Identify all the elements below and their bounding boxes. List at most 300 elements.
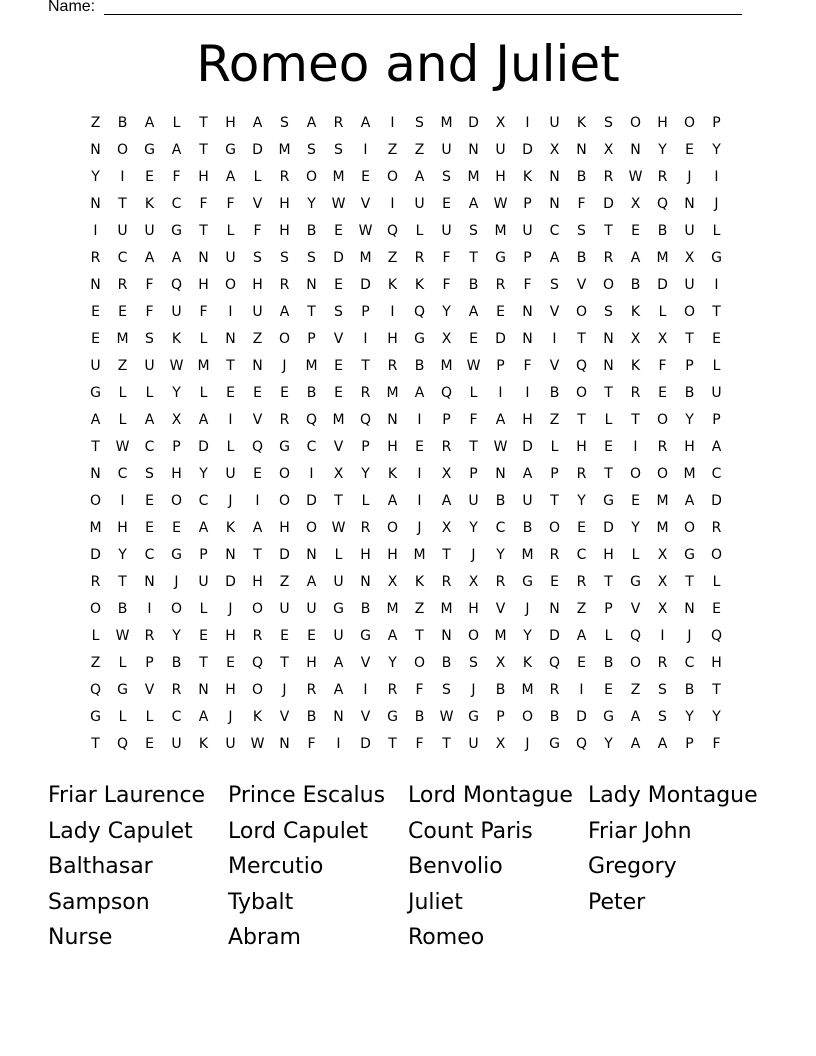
- grid-letter: O: [224, 277, 237, 293]
- grid-letter: Z: [630, 682, 641, 698]
- grid-letter: X: [657, 574, 668, 590]
- grid-letter: S: [658, 682, 667, 698]
- grid-letter: X: [549, 142, 560, 158]
- word-list-item: Juliet: [408, 889, 463, 915]
- grid-letter: Y: [199, 466, 208, 482]
- grid-letter: H: [252, 277, 263, 293]
- grid-letter: K: [522, 655, 533, 671]
- grid-letter: O: [305, 169, 318, 185]
- grid-letter: E: [253, 466, 262, 482]
- word-list-item: Lady Montague: [588, 783, 758, 808]
- grid-letter: U: [144, 223, 155, 239]
- grid-letter: A: [225, 169, 236, 185]
- grid-letter: E: [604, 682, 613, 698]
- word-list-item: Tybalt: [228, 889, 294, 915]
- grid-letter: E: [577, 655, 586, 671]
- grid-letter: U: [468, 736, 479, 752]
- grid-letter: I: [120, 493, 125, 509]
- grid-letter: A: [306, 115, 317, 131]
- grid-letter: H: [576, 439, 587, 455]
- name-write-line[interactable]: [104, 14, 742, 15]
- grid-letter: I: [228, 412, 233, 428]
- grid-letter: P: [685, 736, 694, 752]
- grid-letter: B: [657, 223, 668, 239]
- grid-letter: O: [89, 493, 102, 509]
- grid-letter: Y: [685, 709, 694, 725]
- grid-letter: E: [712, 331, 721, 347]
- grid-letter: T: [442, 736, 451, 752]
- grid-letter: V: [495, 601, 506, 617]
- grid-letter: N: [144, 574, 155, 590]
- grid-letter: I: [363, 682, 368, 698]
- grid-letter: T: [577, 412, 586, 428]
- grid-letter: I: [660, 628, 665, 644]
- grid-letter: U: [468, 493, 479, 509]
- grid-letter: Y: [91, 169, 100, 185]
- grid-letter: I: [714, 277, 719, 293]
- grid-letter: P: [361, 304, 370, 320]
- grid-letter: N: [630, 142, 641, 158]
- grid-letter: J: [525, 736, 530, 752]
- grid-letter: E: [496, 304, 505, 320]
- grid-letter: M: [494, 223, 507, 239]
- grid-letter: A: [549, 250, 560, 266]
- grid-letter: Y: [658, 142, 667, 158]
- grid-letter: S: [145, 466, 154, 482]
- grid-letter: O: [683, 304, 696, 320]
- grid-letter: R: [657, 439, 668, 455]
- grid-letter: O: [575, 385, 588, 401]
- grid-letter: U: [225, 250, 236, 266]
- grid-letter: L: [199, 331, 208, 347]
- grid-letter: Z: [414, 142, 425, 158]
- grid-letter: I: [525, 115, 530, 131]
- grid-letter: F: [658, 358, 667, 374]
- grid-letter: L: [226, 223, 235, 239]
- grid-letter: R: [441, 574, 452, 590]
- grid-letter: R: [549, 682, 560, 698]
- grid-letter: A: [495, 412, 506, 428]
- grid-letter: Y: [496, 547, 505, 563]
- grid-letter: G: [414, 331, 425, 347]
- grid-letter: T: [604, 574, 613, 590]
- grid-letter: Q: [251, 439, 264, 455]
- grid-letter: H: [225, 628, 236, 644]
- grid-letter: V: [333, 439, 344, 455]
- grid-letter: G: [603, 709, 614, 725]
- grid-letter: M: [656, 520, 669, 536]
- grid-letter: L: [415, 223, 424, 239]
- grid-letter: A: [441, 493, 452, 509]
- grid-letter: K: [387, 277, 398, 293]
- grid-letter: G: [468, 709, 479, 725]
- grid-letter: Q: [629, 628, 642, 644]
- grid-letter: H: [603, 547, 614, 563]
- grid-letter: I: [363, 142, 368, 158]
- grid-letter: A: [306, 574, 317, 590]
- grid-letter: T: [577, 331, 586, 347]
- grid-letter: E: [118, 304, 127, 320]
- grid-letter: F: [523, 358, 532, 374]
- grid-letter: T: [388, 736, 397, 752]
- grid-letter: S: [577, 223, 586, 239]
- grid-letter: O: [629, 115, 642, 131]
- word-list-item: Peter: [588, 889, 646, 915]
- grid-letter: U: [684, 277, 695, 293]
- grid-letter: S: [253, 250, 262, 266]
- grid-letter: A: [198, 520, 209, 536]
- grid-letter: M: [521, 547, 534, 563]
- grid-letter: M: [440, 601, 453, 617]
- page-title: Romeo and Juliet: [196, 35, 620, 93]
- grid-letter: I: [390, 115, 395, 131]
- grid-letter: E: [145, 169, 154, 185]
- grid-letter: W: [493, 196, 508, 212]
- grid-letter: P: [199, 547, 208, 563]
- grid-letter: V: [630, 601, 641, 617]
- grid-letter: G: [387, 709, 398, 725]
- grid-letter: Q: [89, 682, 102, 698]
- grid-letter: C: [171, 196, 182, 212]
- grid-letter: A: [144, 250, 155, 266]
- grid-letter: S: [145, 331, 154, 347]
- grid-letter: G: [279, 439, 290, 455]
- grid-letter: J: [282, 358, 287, 374]
- word-list-item: Count Paris: [408, 818, 533, 844]
- grid-letter: A: [657, 736, 668, 752]
- grid-letter: R: [252, 628, 263, 644]
- grid-letter: O: [251, 682, 264, 698]
- grid-letter: T: [361, 358, 370, 374]
- grid-letter: D: [225, 574, 236, 590]
- grid-letter: V: [360, 196, 371, 212]
- grid-letter: E: [280, 628, 289, 644]
- grid-letter: N: [306, 277, 317, 293]
- grid-letter: Q: [305, 412, 318, 428]
- grid-letter: B: [441, 655, 452, 671]
- grid-letter: L: [550, 439, 559, 455]
- grid-letter: D: [522, 439, 533, 455]
- grid-letter: M: [521, 682, 534, 698]
- grid-letter: R: [576, 466, 587, 482]
- grid-letter: J: [282, 682, 287, 698]
- grid-letter: L: [91, 628, 100, 644]
- grid-letter: L: [253, 169, 262, 185]
- grid-letter: Z: [414, 601, 425, 617]
- grid-letter: N: [225, 547, 236, 563]
- grid-letter: M: [494, 628, 507, 644]
- grid-letter: H: [171, 466, 182, 482]
- grid-letter: I: [390, 304, 395, 320]
- grid-letter: P: [307, 331, 316, 347]
- grid-letter: Q: [440, 385, 453, 401]
- grid-letter: S: [442, 682, 451, 698]
- grid-letter: H: [522, 412, 533, 428]
- grid-letter: G: [90, 709, 101, 725]
- grid-letter: Q: [575, 736, 588, 752]
- grid-letter: O: [602, 277, 615, 293]
- grid-letter: U: [90, 358, 101, 374]
- grid-letter: A: [252, 115, 263, 131]
- grid-letter: M: [656, 250, 669, 266]
- grid-letter: D: [549, 628, 560, 644]
- word-list-item: Lord Montague: [408, 783, 573, 808]
- grid-letter: B: [549, 385, 560, 401]
- grid-letter: V: [360, 655, 371, 671]
- grid-letter: N: [90, 277, 101, 293]
- grid-letter: A: [522, 466, 533, 482]
- grid-letter: E: [334, 223, 343, 239]
- grid-letter: L: [118, 709, 127, 725]
- grid-letter: G: [117, 682, 128, 698]
- grid-letter: U: [171, 736, 182, 752]
- grid-letter: E: [712, 601, 721, 617]
- grid-letter: W: [466, 358, 481, 374]
- grid-letter: R: [360, 520, 371, 536]
- grid-letter: Y: [442, 304, 451, 320]
- grid-letter: V: [549, 304, 560, 320]
- grid-letter: D: [279, 547, 290, 563]
- grid-letter: T: [712, 682, 721, 698]
- grid-letter: C: [198, 493, 209, 509]
- grid-letter: F: [469, 412, 478, 428]
- grid-letter: G: [90, 385, 101, 401]
- grid-letter: R: [576, 574, 587, 590]
- grid-letter: O: [386, 520, 399, 536]
- grid-letter: J: [525, 601, 530, 617]
- grid-letter: S: [604, 304, 613, 320]
- grid-letter: S: [604, 115, 613, 131]
- grid-letter: Q: [656, 196, 669, 212]
- grid-letter: B: [576, 250, 587, 266]
- grid-letter: K: [576, 115, 587, 131]
- grid-letter: O: [710, 547, 723, 563]
- word-list: [48, 778, 768, 956]
- grid-letter: B: [306, 709, 317, 725]
- grid-letter: L: [334, 547, 343, 563]
- grid-letter: E: [253, 385, 262, 401]
- word-list-item: Mercutio: [228, 854, 324, 880]
- grid-letter: R: [279, 277, 290, 293]
- grid-letter: B: [117, 601, 128, 617]
- grid-letter: N: [495, 466, 506, 482]
- grid-letter: L: [712, 574, 721, 590]
- grid-letter: O: [467, 628, 480, 644]
- grid-letter: J: [714, 196, 719, 212]
- grid-letter: E: [631, 223, 640, 239]
- grid-letter: L: [118, 412, 127, 428]
- grid-letter: K: [630, 304, 641, 320]
- grid-letter: V: [576, 277, 587, 293]
- grid-letter: N: [225, 331, 236, 347]
- grid-letter: X: [684, 250, 695, 266]
- grid-letter: X: [441, 466, 452, 482]
- grid-letter: Q: [575, 358, 588, 374]
- grid-letter: R: [279, 169, 290, 185]
- grid-letter: I: [579, 682, 584, 698]
- grid-letter: H: [198, 277, 209, 293]
- grid-letter: E: [577, 520, 586, 536]
- grid-letter: G: [711, 250, 722, 266]
- grid-letter: T: [469, 439, 478, 455]
- grid-letter: Z: [387, 250, 398, 266]
- grid-letter: A: [198, 412, 209, 428]
- grid-letter: O: [116, 142, 129, 158]
- grid-letter: E: [91, 304, 100, 320]
- grid-letter: R: [495, 277, 506, 293]
- grid-letter: V: [333, 331, 344, 347]
- grid-letter: A: [90, 412, 101, 428]
- grid-letter: R: [279, 412, 290, 428]
- grid-letter: T: [604, 466, 613, 482]
- grid-letter: Z: [252, 331, 263, 347]
- grid-letter: G: [549, 736, 560, 752]
- grid-letter: E: [280, 385, 289, 401]
- grid-letter: L: [631, 547, 640, 563]
- grid-letter: O: [278, 466, 291, 482]
- grid-letter: T: [604, 223, 613, 239]
- grid-letter: T: [199, 115, 208, 131]
- grid-letter: G: [603, 493, 614, 509]
- grid-letter: R: [117, 277, 128, 293]
- grid-letter: X: [657, 547, 668, 563]
- grid-letter: Y: [712, 142, 721, 158]
- grid-letter: B: [684, 682, 695, 698]
- grid-letter: E: [550, 574, 559, 590]
- grid-letter: D: [657, 277, 668, 293]
- grid-letter: Z: [576, 601, 587, 617]
- grid-letter: L: [469, 385, 478, 401]
- grid-letter: E: [658, 385, 667, 401]
- grid-letter: F: [145, 277, 154, 293]
- grid-letter: S: [550, 277, 559, 293]
- grid-letter: X: [441, 331, 452, 347]
- grid-letter: B: [576, 169, 587, 185]
- grid-letter: N: [198, 250, 209, 266]
- grid-letter: A: [198, 709, 209, 725]
- grid-letter: B: [495, 493, 506, 509]
- grid-letter: Z: [549, 412, 560, 428]
- grid-letter: F: [253, 223, 262, 239]
- grid-letter: N: [90, 142, 101, 158]
- grid-letter: I: [147, 601, 152, 617]
- grid-letter: D: [90, 547, 101, 563]
- grid-letter: P: [469, 466, 478, 482]
- grid-letter: W: [115, 628, 130, 644]
- grid-letter: H: [279, 520, 290, 536]
- grid-letter: K: [171, 331, 182, 347]
- grid-letter: R: [306, 682, 317, 698]
- grid-letter: J: [687, 628, 692, 644]
- grid-letter: A: [387, 493, 398, 509]
- grid-letter: W: [358, 223, 373, 239]
- grid-letter: T: [604, 385, 613, 401]
- grid-letter: W: [169, 358, 184, 374]
- grid-letter: M: [305, 358, 318, 374]
- grid-letter: G: [495, 250, 506, 266]
- grid-letter: R: [360, 385, 371, 401]
- grid-letter: I: [552, 331, 557, 347]
- grid-letter: L: [199, 385, 208, 401]
- grid-letter: M: [386, 601, 399, 617]
- grid-letter: R: [90, 250, 101, 266]
- grid-letter: E: [442, 196, 451, 212]
- grid-letter: X: [171, 412, 182, 428]
- grid-letter: O: [251, 601, 264, 617]
- grid-letter: T: [226, 358, 235, 374]
- grid-letter: G: [684, 547, 695, 563]
- grid-letter: O: [629, 466, 642, 482]
- grid-letter: H: [225, 115, 236, 131]
- grid-letter: A: [279, 304, 290, 320]
- grid-letter: A: [684, 493, 695, 509]
- grid-letter: N: [603, 331, 614, 347]
- grid-letter: T: [91, 439, 100, 455]
- grid-letter: H: [387, 331, 398, 347]
- grid-letter: K: [630, 358, 641, 374]
- grid-letter: M: [197, 358, 210, 374]
- grid-letter: E: [361, 169, 370, 185]
- grid-letter: F: [415, 682, 424, 698]
- grid-letter: Y: [469, 520, 478, 536]
- grid-letter: G: [171, 223, 182, 239]
- grid-letter: F: [226, 196, 235, 212]
- grid-letter: E: [145, 493, 154, 509]
- grid-letter: Y: [388, 655, 397, 671]
- grid-letter: D: [360, 736, 371, 752]
- grid-letter: L: [226, 439, 235, 455]
- grid-letter: E: [415, 439, 424, 455]
- grid-letter: R: [387, 682, 398, 698]
- grid-letter: B: [360, 601, 371, 617]
- grid-letter: W: [331, 520, 346, 536]
- grid-letter: E: [226, 655, 235, 671]
- grid-letter: A: [144, 115, 155, 131]
- grid-letter: P: [523, 250, 532, 266]
- grid-letter: I: [120, 169, 125, 185]
- grid-letter: Q: [710, 628, 723, 644]
- grid-letter: X: [603, 142, 614, 158]
- grid-letter: F: [523, 277, 532, 293]
- grid-letter: H: [198, 169, 209, 185]
- grid-letter: C: [495, 520, 506, 536]
- grid-letter: Y: [361, 466, 370, 482]
- grid-letter: R: [144, 628, 155, 644]
- grid-letter: Y: [172, 385, 181, 401]
- grid-letter: R: [630, 385, 641, 401]
- grid-letter: E: [145, 520, 154, 536]
- grid-letter: Y: [307, 196, 316, 212]
- grid-letter: F: [442, 277, 451, 293]
- grid-letter: R: [387, 358, 398, 374]
- grid-letter: N: [549, 169, 560, 185]
- grid-letter: P: [145, 655, 154, 671]
- grid-letter: A: [171, 142, 182, 158]
- grid-letter: Y: [523, 628, 532, 644]
- grid-letter: D: [198, 439, 209, 455]
- grid-letter: L: [712, 223, 721, 239]
- grid-letter: M: [332, 412, 345, 428]
- grid-letter: R: [603, 169, 614, 185]
- grid-letter: L: [145, 385, 154, 401]
- grid-letter: T: [685, 331, 694, 347]
- grid-letter: B: [306, 223, 317, 239]
- grid-letter: Q: [359, 412, 372, 428]
- grid-letter: E: [145, 736, 154, 752]
- grid-letter: P: [361, 439, 370, 455]
- grid-letter: S: [307, 142, 316, 158]
- grid-letter: P: [712, 412, 721, 428]
